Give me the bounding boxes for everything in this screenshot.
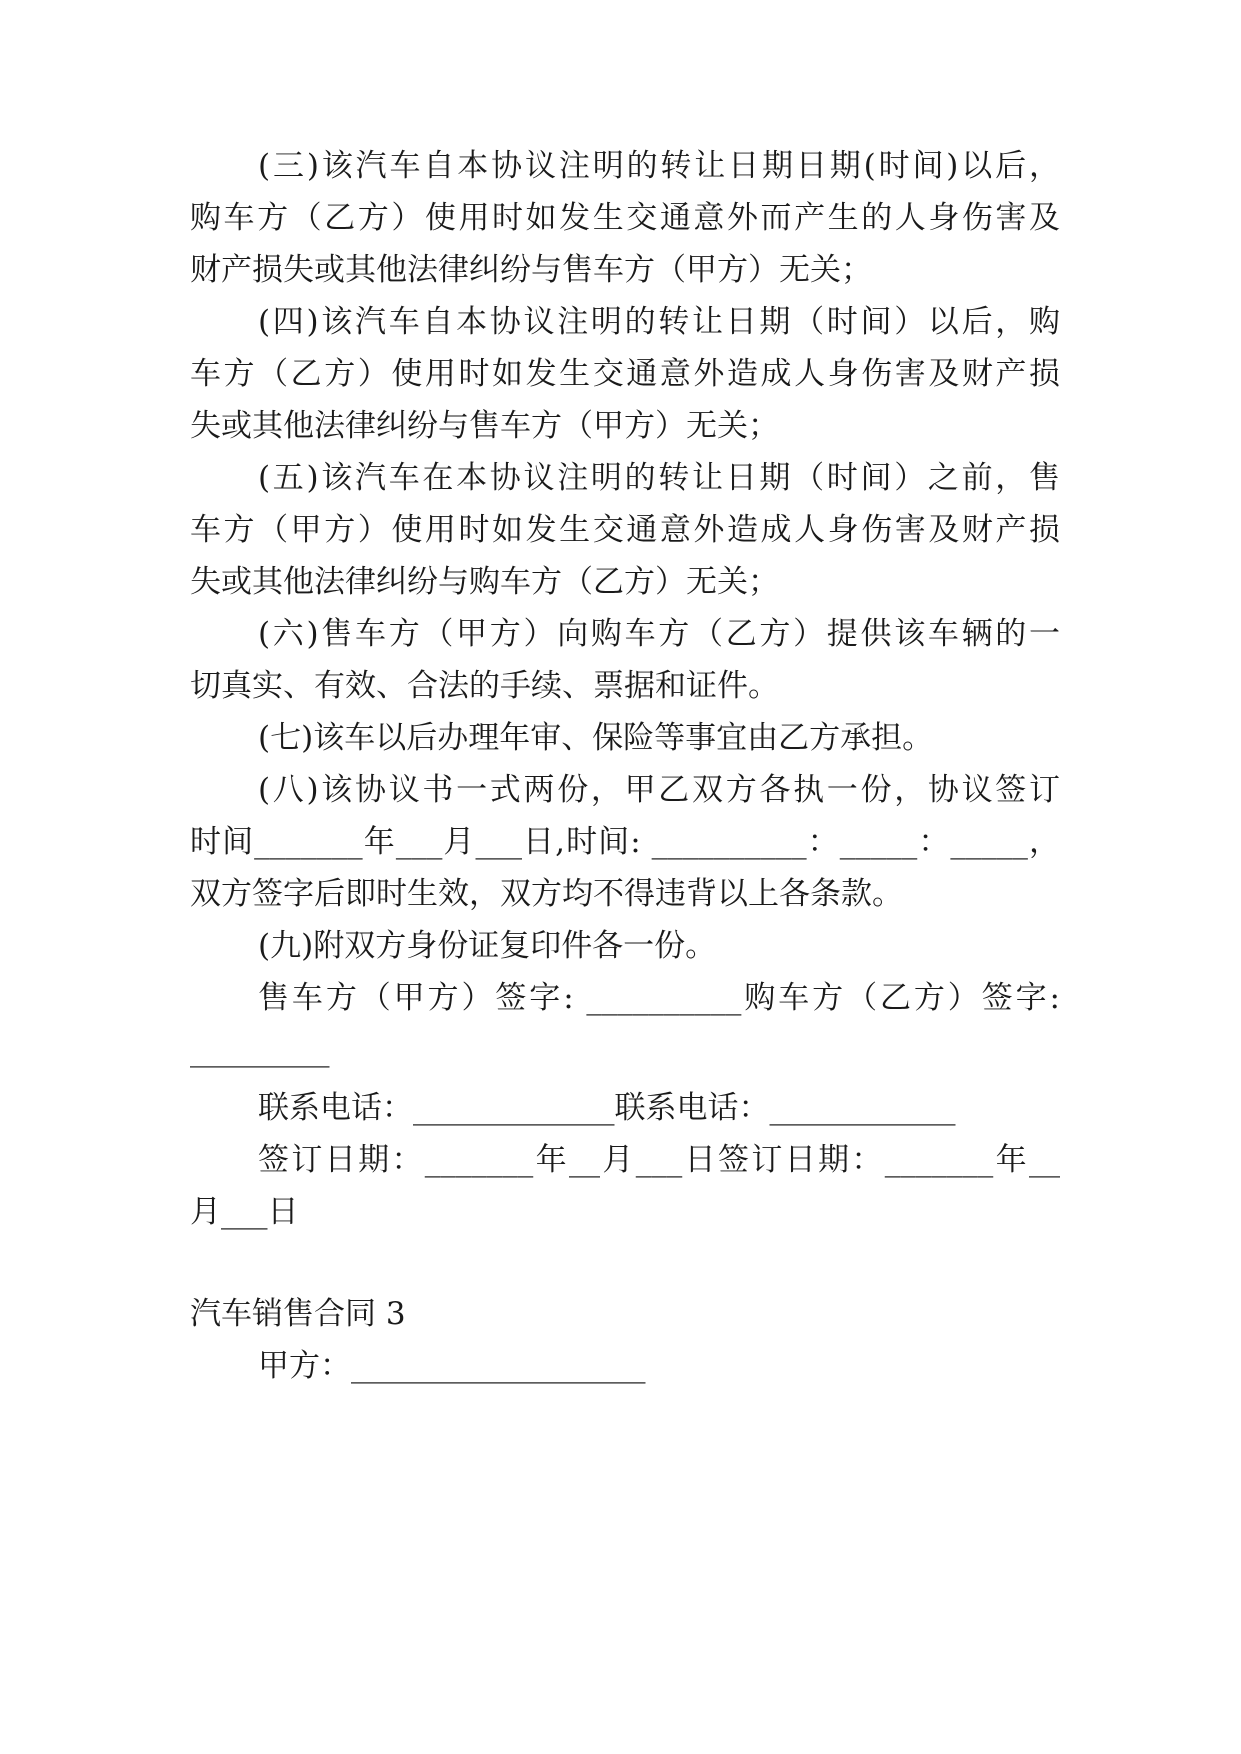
- signature-line-continued: _________: [190, 1032, 330, 1068]
- clause-8-line-2: 时间_______年___月___日,时间: __________：_____：_____，: [190, 824, 1060, 860]
- clause-6-line-1: (六)售车方（甲方）向购车方（乙方）提供该车辆的一: [258, 616, 1060, 652]
- clause-5-line-3: 失或其他法律纠纷与购车方（乙方）无关；: [190, 564, 779, 600]
- clause-3-line-3: 财产损失或其他法律纠纷与售车方（甲方）无关；: [190, 252, 872, 288]
- party-a-line: 甲方：___________________: [258, 1348, 646, 1384]
- clause-3-line-2: 购车方（乙方）使用时如发生交通意外而产生的人身伤害及: [190, 200, 1060, 236]
- clause-7-line-1: (七)该车以后办理年审、保险等事宜由乙方承担。: [258, 720, 934, 756]
- sign-date-line: 签订日期：_______年__月___日签订日期：_______年__: [258, 1142, 1060, 1178]
- clause-4-line-3: 失或其他法律纠纷与售车方（甲方）无关；: [190, 408, 779, 444]
- clause-9-line-1: (九)附双方身份证复印件各一份。: [258, 928, 717, 964]
- sign-date-line-continued: 月___日: [190, 1194, 299, 1230]
- clause-8-line-1: (八)该协议书一式两份，甲乙双方各执一份，协议签订: [258, 772, 1060, 808]
- contact-phone-line: 联系电话：_____________联系电话：____________: [258, 1090, 956, 1126]
- signature-line: 售车方（甲方）签字: __________购车方（乙方）签字:: [258, 980, 1060, 1016]
- clause-5-line-2: 车方（甲方）使用时如发生交通意外造成人身伤害及财产损: [190, 512, 1060, 548]
- clause-3-line-1: (三)该汽车自本协议注明的转让日期日期(时间)以后，: [258, 148, 1060, 184]
- clause-5-line-1: (五)该汽车在本协议注明的转让日期（时间）之前，售: [258, 460, 1060, 496]
- clause-6-line-2: 切真实、有效、合法的手续、票据和证件。: [190, 668, 779, 704]
- clause-4-line-2: 车方（乙方）使用时如发生交通意外造成人身伤害及财产损: [190, 356, 1060, 392]
- section-heading: 汽车销售合同 3: [190, 1296, 406, 1332]
- clause-4-line-1: (四)该汽车自本协议注明的转让日期（时间）以后，购: [258, 304, 1060, 340]
- clause-8-line-3: 双方签字后即时生效，双方均不得违背以上各条款。: [190, 876, 903, 912]
